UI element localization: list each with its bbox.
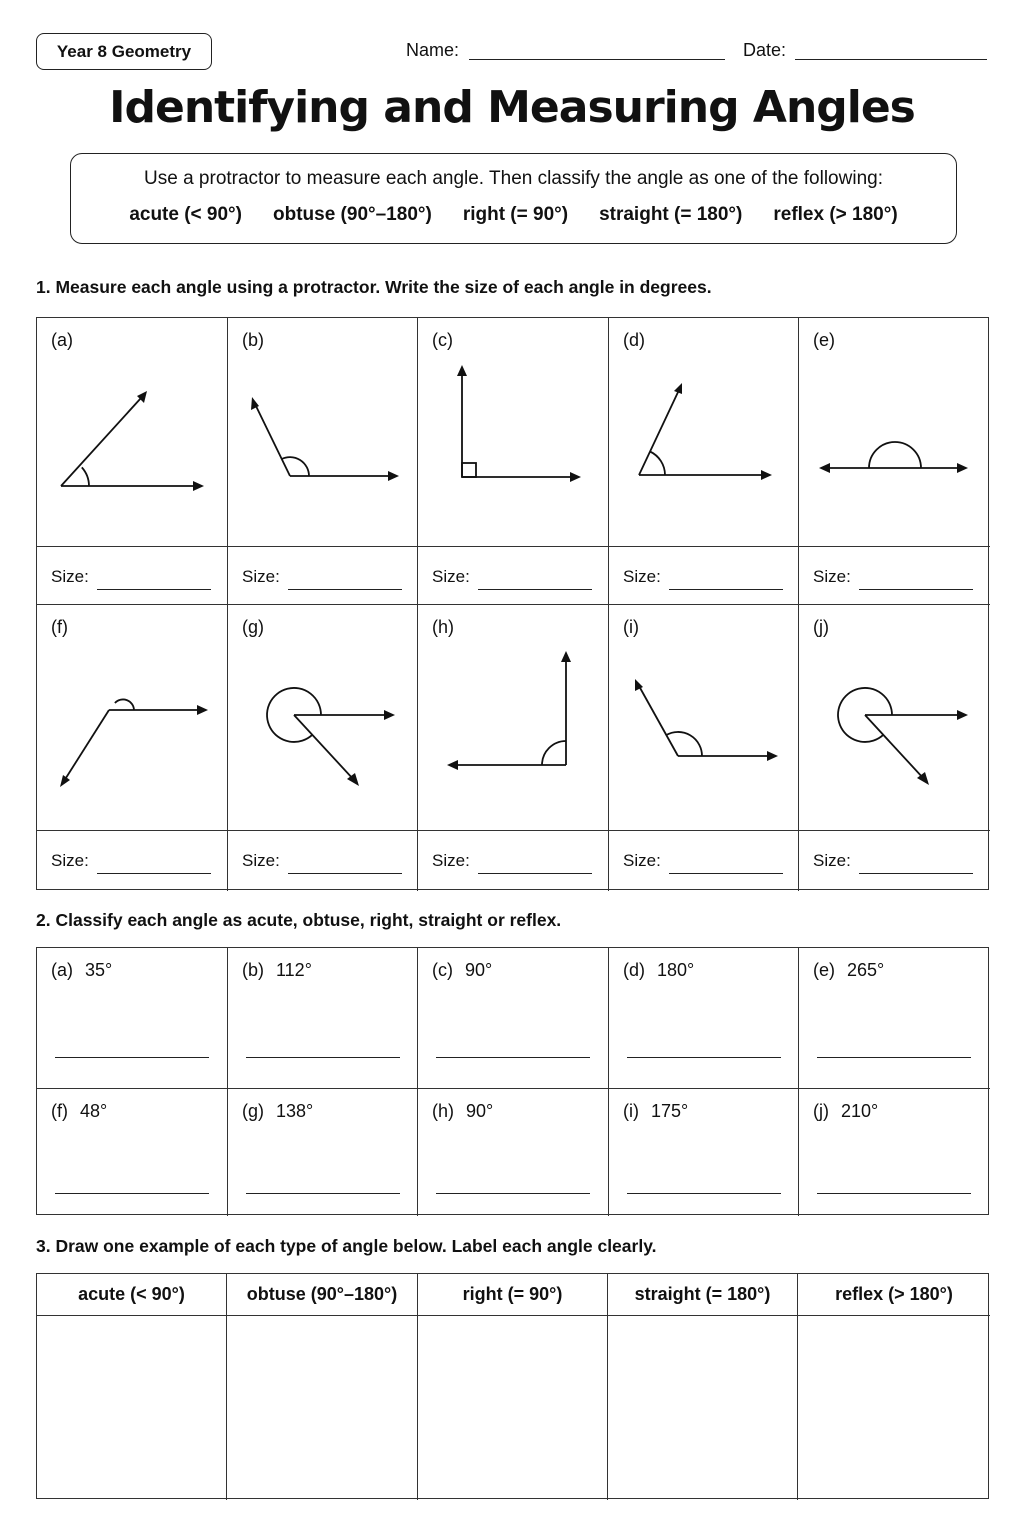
angle-label-b: (b) — [242, 330, 264, 350]
type-reflex: reflex (> 180°) — [773, 204, 898, 225]
classify-answer-line-c[interactable] — [436, 1057, 590, 1058]
classify-cell-d — [609, 948, 799, 1089]
size-answer-line-g[interactable] — [288, 873, 402, 874]
angle-cell-e — [799, 318, 990, 547]
size-cell-a — [37, 547, 228, 605]
angle-label-g: (g) — [242, 617, 264, 637]
angle-cell-c — [418, 318, 609, 547]
size-cell-g — [228, 831, 418, 891]
classify-label-b: (b) — [242, 960, 264, 980]
size-answer-line-e[interactable] — [859, 589, 973, 590]
classify-answer-line-f[interactable] — [55, 1193, 209, 1194]
angle-figure-b — [228, 318, 418, 546]
classify-label-c: (c) — [432, 960, 453, 980]
classify-cell-c — [418, 948, 609, 1089]
classify-label-a: (a) — [51, 960, 73, 980]
size-answer-line-f[interactable] — [97, 873, 211, 874]
classify-label-e: (e) — [813, 960, 835, 980]
classify-value-h: 90° — [466, 1101, 494, 1121]
type-right: right (= 90°) — [462, 204, 569, 225]
classify-answer-line-a[interactable] — [55, 1057, 209, 1058]
classify-label-j: (j) — [813, 1101, 829, 1121]
size-label: Size: — [432, 567, 470, 586]
classify-cell-f — [37, 1089, 228, 1216]
type-obtuse: obtuse (90°–180°) — [273, 204, 432, 225]
classify-cell-a — [37, 948, 228, 1089]
angle-cell-j — [799, 605, 990, 831]
classify-cell-i — [609, 1089, 799, 1216]
angle-cell-g — [228, 605, 418, 831]
size-answer-line-h[interactable] — [478, 873, 592, 874]
angle-figure-a — [37, 318, 227, 546]
size-cell-i — [609, 831, 799, 891]
worksheet-badge: Year 8 Geometry — [36, 33, 212, 70]
size-answer-line-i[interactable] — [669, 873, 783, 874]
q3-header-obtuse: obtuse (90°–180°) — [227, 1274, 418, 1316]
classify-cell-b — [228, 948, 418, 1089]
size-label: Size: — [51, 567, 89, 586]
angle-figure-f — [37, 605, 227, 830]
angle-label-f: (f) — [51, 617, 68, 637]
angle-label-d: (d) — [623, 330, 645, 350]
size-cell-f — [37, 831, 228, 891]
classify-answer-line-i[interactable] — [627, 1193, 781, 1194]
size-label: Size: — [242, 851, 280, 870]
classify-answer-line-d[interactable] — [627, 1057, 781, 1058]
classify-cell-j — [799, 1089, 990, 1216]
classify-value-b: 112° — [276, 960, 312, 980]
size-label: Size: — [51, 851, 89, 870]
page-title: Identifying and Measuring Angles — [109, 82, 915, 133]
q3-header-right: right (= 90°) — [418, 1274, 608, 1316]
draw-area-straight[interactable] — [608, 1316, 798, 1500]
q3-header-reflex: reflex (> 180°) — [798, 1274, 990, 1316]
size-cell-c — [418, 547, 609, 605]
angle-cell-f — [37, 605, 228, 831]
angle-cell-i — [609, 605, 799, 831]
classify-value-j: 210° — [841, 1101, 879, 1121]
angle-cell-b — [228, 318, 418, 547]
size-answer-line-j[interactable] — [859, 873, 973, 874]
q1-heading: 1. Measure each angle using a protractor. Write the size of each angle in degrees. — [36, 277, 712, 297]
classify-label-i: (i) — [623, 1101, 639, 1121]
q1-grid — [36, 317, 989, 890]
angle-figure-j — [799, 605, 989, 830]
draw-area-acute[interactable] — [37, 1316, 227, 1500]
angle-figure-g — [228, 605, 418, 830]
classify-value-i: 175° — [651, 1101, 689, 1121]
angle-cell-h — [418, 605, 609, 831]
q3-grid — [36, 1273, 989, 1499]
q3-header-straight: straight (= 180°) — [608, 1274, 798, 1316]
q2-heading: 2. Classify each angle as acute, obtuse, right, straight or reflex. — [36, 910, 562, 930]
draw-area-right[interactable] — [418, 1316, 608, 1500]
classify-cell-h — [418, 1089, 609, 1216]
size-answer-line-b[interactable] — [288, 589, 402, 590]
q2-grid — [36, 947, 989, 1215]
classify-label-g: (g) — [242, 1101, 264, 1121]
size-cell-h — [418, 831, 609, 891]
size-label: Size: — [432, 851, 470, 870]
type-acute: acute (< 90°) — [129, 204, 242, 225]
classify-answer-line-e[interactable] — [817, 1057, 971, 1058]
angle-label-e: (e) — [813, 330, 835, 350]
classify-answer-line-h[interactable] — [436, 1193, 590, 1194]
size-cell-b — [228, 547, 418, 605]
classify-value-e: 265° — [847, 960, 885, 980]
size-label: Size: — [242, 567, 280, 586]
classify-value-d: 180° — [657, 960, 695, 980]
classify-value-c: 90° — [465, 960, 493, 980]
angle-type-list — [71, 204, 956, 226]
classify-label-h: (h) — [432, 1101, 454, 1121]
draw-area-reflex[interactable] — [798, 1316, 990, 1500]
classify-cell-g — [228, 1089, 418, 1216]
date-label: Date: — [743, 40, 787, 60]
size-cell-j — [799, 831, 990, 891]
size-label: Size: — [623, 851, 661, 870]
name-line[interactable] — [469, 59, 725, 60]
size-label: Size: — [813, 851, 851, 870]
angle-cell-d — [609, 318, 799, 547]
size-answer-line-a[interactable] — [97, 589, 211, 590]
angle-figure-i — [609, 605, 799, 830]
name-label: Name: — [406, 40, 460, 60]
classify-cell-e — [799, 948, 990, 1089]
instructions-box — [70, 153, 957, 244]
size-cell-e — [799, 547, 990, 605]
size-label: Size: — [813, 567, 851, 586]
angle-cell-a — [37, 318, 228, 547]
angle-figure-c — [418, 318, 608, 546]
type-straight: straight (= 180°) — [599, 204, 743, 225]
classify-value-g: 138° — [276, 1101, 314, 1121]
classify-value-f: 48° — [80, 1101, 108, 1121]
angle-label-h: (h) — [432, 617, 454, 637]
date-line[interactable] — [795, 59, 987, 60]
classify-label-f: (f) — [51, 1101, 68, 1121]
classify-answer-line-j[interactable] — [817, 1193, 971, 1194]
angle-figure-h — [418, 605, 608, 830]
classify-answer-line-g[interactable] — [246, 1193, 400, 1194]
angle-label-i: (i) — [623, 617, 639, 637]
q3-header-acute: acute (< 90°) — [37, 1274, 227, 1316]
size-answer-line-c[interactable] — [478, 589, 592, 590]
angle-figure-e — [799, 318, 989, 546]
draw-area-obtuse[interactable] — [227, 1316, 418, 1500]
classify-answer-line-b[interactable] — [246, 1057, 400, 1058]
size-cell-d — [609, 547, 799, 605]
angle-label-a: (a) — [51, 330, 73, 350]
instructions-text: Use a protractor to measure each angle. Then classify the angle as one of the following: — [144, 168, 883, 189]
classify-value-a: 35° — [85, 960, 113, 980]
angle-figure-d — [609, 318, 799, 546]
q3-heading: 3. Draw one example of each type of angle below. Label each angle clearly. — [36, 1236, 657, 1256]
angle-label-j: (j) — [813, 617, 829, 637]
angle-label-c: (c) — [432, 330, 453, 350]
classify-label-d: (d) — [623, 960, 645, 980]
size-answer-line-d[interactable] — [669, 589, 783, 590]
size-label: Size: — [623, 567, 661, 586]
